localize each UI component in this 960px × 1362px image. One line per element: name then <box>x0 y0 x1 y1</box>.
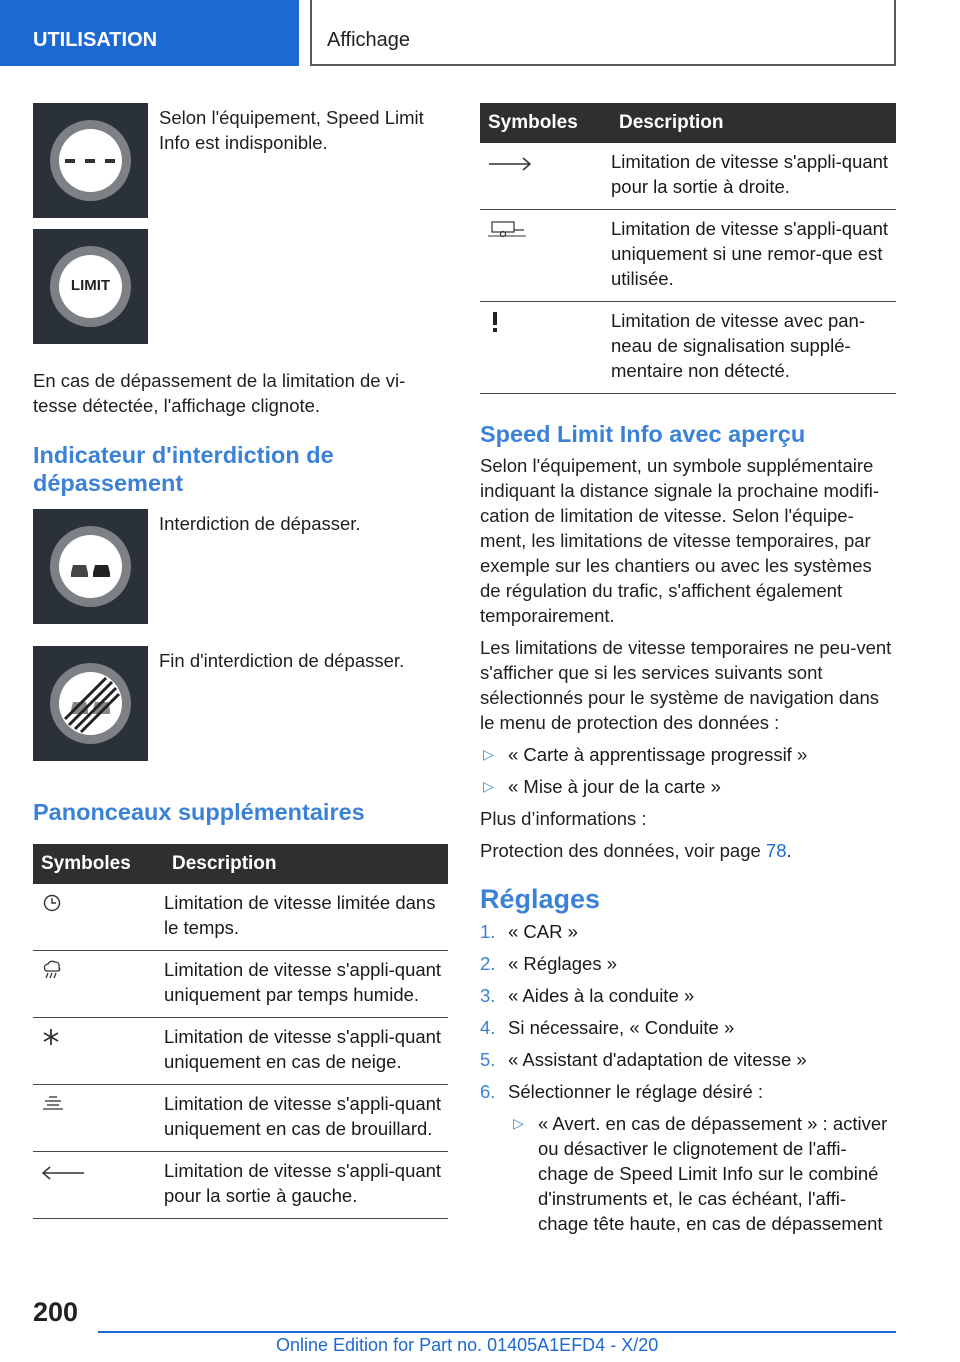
preview-paragraph-1: Selon l'équipement, un symbole supplémentaire indiquant la distance signale la prochaine modifi-cation de limitation de vitesse. Selon l'équipe-ment, les limitations de vitesse temporaires, par exemple sur les chantiers ou avec les systèmes de régulation du trafic, s'affichent également temporairement. <box>480 455 880 626</box>
limit-sign-icon <box>33 229 148 344</box>
rain-icon <box>41 960 63 980</box>
page-link[interactable]: 78 <box>765 840 787 861</box>
page-number: 200 <box>33 1297 79 1327</box>
end-no-overtaking-row <box>33 646 448 796</box>
panels-heading: Panonceaux supplémentaires <box>33 799 365 825</box>
table-row <box>33 1018 448 1085</box>
sign-limit-row <box>33 229 448 354</box>
exceed-text: En cas de dépassement de la limitation de vi-tesse détectée, l'affichage clignote. <box>33 370 406 416</box>
triangle-bullet-icon: ▷ <box>483 746 494 762</box>
table-row <box>33 951 448 1018</box>
fog-icon <box>41 1095 65 1113</box>
footer-divider <box>98 1331 896 1333</box>
no-overtaking-row <box>33 509 448 646</box>
arrow-left-icon <box>41 1166 85 1180</box>
clock-icon <box>41 894 63 912</box>
preview-heading: Speed Limit Info avec aperçu <box>480 421 806 447</box>
col-symbols: Symboles <box>480 103 611 143</box>
supplementary-panels-table-continued <box>480 103 896 394</box>
edition-text: Online Edition for Part no. 01405A1EFD4 - X/20 <box>276 1335 659 1355</box>
row-description: Limitation de vitesse s'appli-quant uniquement par temps humide. <box>164 951 448 1018</box>
table-row <box>33 1085 448 1152</box>
left-column <box>33 103 448 1219</box>
list-item: 1. « CAR » <box>480 921 578 942</box>
list-item: ▷ « Carte à apprentissage progressif » <box>483 744 808 765</box>
col-symbols: Symboles <box>33 844 164 884</box>
unavailable-text: Selon l'équipement, Speed Limit Info est indisponible. <box>159 107 424 153</box>
row-description: Limitation de vitesse s'appli-quant uniquement en cas de brouillard. <box>164 1085 448 1152</box>
col-description: Description <box>164 844 448 884</box>
exclamation-icon <box>488 311 502 333</box>
preview-paragraph-2: Les limitations de vitesse temporaires ne peu-vent s'afficher que si les services suivants sont sélectionnés pour le système de navigation dans le menu de protection des données : <box>480 637 892 733</box>
section-tab: UTILISATION <box>0 0 299 66</box>
no-overtaking-sign-icon <box>33 509 148 624</box>
privacy-reference: Protection des données, voir page 78. <box>480 840 792 861</box>
table-row <box>33 1152 448 1219</box>
end-no-overtaking-text: Fin d'interdiction de dépasser. <box>159 650 405 671</box>
triangle-bullet-icon: ▷ <box>513 1115 524 1131</box>
col-description: Description <box>611 103 896 143</box>
supplementary-panels-table <box>33 844 448 1219</box>
list-item: 5. « Assistant d'adaptation de vitesse » <box>480 1049 807 1070</box>
right-column <box>480 103 896 1236</box>
table-row <box>480 210 896 302</box>
chapter-title: Affichage <box>310 0 896 66</box>
list-item: 4. Si nécessaire, « Conduite » <box>480 1017 735 1038</box>
row-description: Limitation de vitesse s'appli-quant uniquement en cas de neige. <box>164 1018 448 1085</box>
more-info-label: Plus d’informations : <box>480 808 647 829</box>
end-no-overtaking-sign-icon <box>33 646 148 761</box>
limit-sign-label: LIMIT <box>70 277 111 294</box>
no-overtaking-text: Interdiction de dépasser. <box>159 513 361 534</box>
list-item: ▷ « Mise à jour de la carte » <box>483 776 721 797</box>
snowflake-icon <box>41 1027 61 1047</box>
row-description: Limitation de vitesse limitée dans le temps. <box>164 884 448 951</box>
list-item: 3. « Aides à la conduite » <box>480 985 695 1006</box>
row-description: Limitation de vitesse s'appli-quant pour la sortie à droite. <box>611 143 896 210</box>
list-item: 6. Sélectionner le réglage désiré : <box>480 1081 764 1102</box>
settings-heading: Réglages <box>480 884 601 914</box>
list-item: 2. « Réglages » <box>480 953 618 974</box>
row-description: Limitation de vitesse s'appli-quant uniquement si une remor-que est utilisée. <box>611 210 896 302</box>
row-description: Limitation de vitesse s'appli-quant pour la sortie à gauche. <box>164 1152 448 1219</box>
sign-unavailable-row <box>33 103 448 219</box>
arrow-right-icon <box>488 157 532 171</box>
triangle-bullet-icon: ▷ <box>483 778 494 794</box>
list-item: ▷ « Avert. en cas de dépassement » : activer ou désactiver le clignotement de l'affi-chage de Speed Limit Info sur le combiné d'instruments et, le cas échéant, l'affi-chage tête haute, en cas de dépassement <box>513 1113 888 1234</box>
table-row <box>480 143 896 210</box>
row-description: Limitation de vitesse avec pan-neau de signalisation supplé-mentaire non détecté. <box>611 302 896 394</box>
unavailable-sign-icon <box>33 103 148 218</box>
table-row <box>480 302 896 394</box>
trailer-icon <box>488 220 528 238</box>
table-row <box>33 884 448 951</box>
overtake-heading: Indicateur d'interdiction de dépassement <box>33 442 334 496</box>
page-header <box>0 0 960 66</box>
